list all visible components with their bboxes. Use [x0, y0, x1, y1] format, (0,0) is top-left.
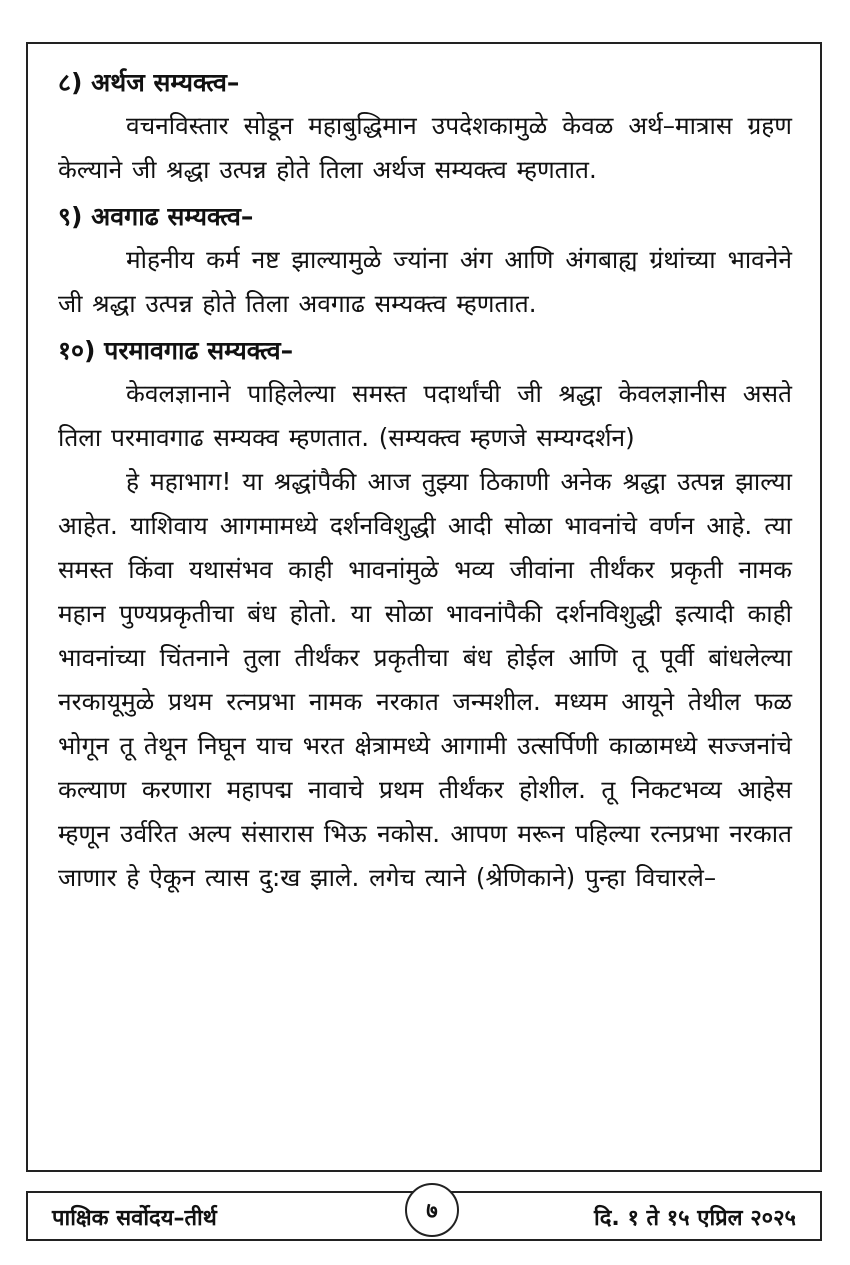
section-9-paragraph: मोहनीय कर्म नष्ट झाल्यामुळे ज्यांना अंग आणि अंगबाह्य ग्रंथांच्या भावनेने जी श्रद्धा उत्पन्न होते तिला अवगाढ सम्यक्त्व म्हणतात.	[58, 245, 792, 318]
page-number-badge: ७	[405, 1183, 459, 1237]
section-heading-9: ९) अवगाढ सम्यक्त्व–	[58, 202, 254, 231]
issue-date: दि. १ ते १५ एप्रिल २०२५	[594, 1206, 796, 1231]
section-10-paragraph: केवलज्ञानाने पाहिलेल्या समस्त पदार्थांची जी श्रद्धा केवलज्ञानीस असते तिला परमावगाढ सम्यक्व म्हणतात. (सम्यक्त्व म्हणजे सम्यग्दर्शन)	[58, 379, 792, 452]
content-frame	[26, 42, 822, 1172]
page-footer	[26, 1191, 822, 1241]
section-heading-10: १०) परमावगाढ सम्यक्त्व–	[58, 336, 294, 365]
section-heading-8: ८) अर्थज सम्यक्त्व–	[58, 68, 240, 97]
narrative-paragraph: हे महाभाग! या श्रद्धांपैकी आज तुझ्या ठिकाणी अनेक श्रद्धा उत्पन्न झाल्या आहेत. याशिवाय आगमामध्ये दर्शनविशुद्धी आदी सोळा भावनांचे वर्णन आहे. त्या समस्त किंवा यथासंभव काही भावनांमुळे भव्य जीवांना तीर्थंकर प्रकृती नामक महान पुण्यप्रकृतीचा बंध होतो. या सोळा भावनांपैकी दर्शनविशुद्धी इत्यादी काही भावनांच्या चिंतनाने तुला तीर्थंकर प्रकृतीचा बंध होईल आणि तू पूर्वी बांधलेल्या नरकायूमुळे प्रथम रत्नप्रभा नामक नरकात जन्मशील. मध्यम आयूने तेथील फळ भोगून तू तेथून निघून याच भरत क्षेत्रामध्ये आगामी उत्सर्पिणी काळामध्ये सज्जनांचे कल्याण करणारा महापद्म नावाचे प्रथम तीर्थंकर होशील. तू निकटभव्य आहेस म्हणून उर्वरित अल्प संसारास भिऊ नकोस. आपण मरून पहिल्या रत्नप्रभा नरकात जाणार हे ऐकून त्यास दु:ख झाले. लगेच त्याने (श्रेणिकाने) पुन्हा विचारले–	[58, 467, 792, 892]
section-8-paragraph: वचनविस्तार सोडून महाबुद्धिमान उपदेशकामुळे केवळ अर्थ–मात्रास ग्रहण केल्याने जी श्रद्धा उत्पन्न होते तिला अर्थज सम्यक्त्व म्हणतात.	[58, 111, 792, 184]
publication-name: पाक्षिक सर्वोदय–तीर्थ	[52, 1206, 217, 1231]
